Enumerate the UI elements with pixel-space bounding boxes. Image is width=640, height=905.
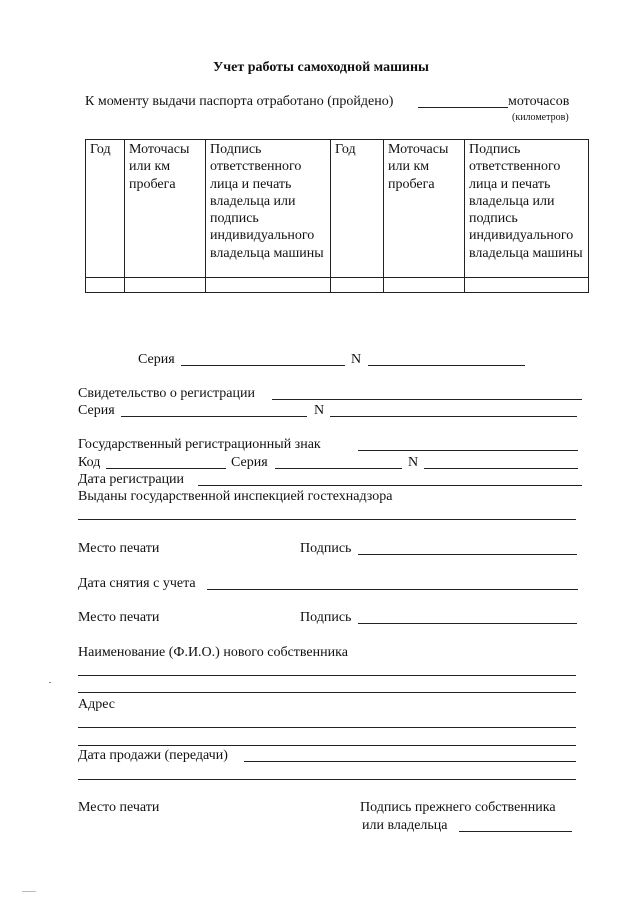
registration-cert-field[interactable] — [272, 399, 582, 400]
cert-seria-field[interactable] — [121, 416, 307, 417]
passport-seria-label: Серия — [138, 352, 175, 367]
scan-speck — [22, 891, 36, 892]
deregistration-date-label: Дата снятия с учета — [78, 576, 196, 591]
prev-owner-signature-field[interactable] — [459, 831, 572, 832]
sign-number-label: N — [408, 455, 419, 470]
intro-unit: моточасов — [508, 94, 570, 109]
header-signature-2: Подпись ответственного лица и печать владельца или подпись индивидуального владельца машины — [465, 140, 589, 278]
page-title: Учет работы самоходной машины — [213, 60, 429, 75]
address-field-2[interactable] — [78, 745, 576, 746]
sign-seria-field[interactable] — [275, 468, 402, 469]
stamp-place-label-1: Место печати — [78, 541, 160, 556]
registration-cert-label: Свидетельство о регистрации — [78, 386, 255, 401]
table-cell[interactable] — [384, 278, 465, 293]
reg-date-label: Дата регистрации — [78, 472, 185, 487]
signature-label-1: Подпись — [300, 541, 352, 556]
new-owner-label: Наименование (Ф.И.О.) нового собственника — [78, 645, 348, 660]
header-year-1: Год — [86, 140, 125, 278]
signature-label-2: Подпись — [300, 610, 352, 625]
table-cell[interactable] — [465, 278, 589, 293]
worked-hours-field[interactable] — [418, 107, 508, 108]
table-cell[interactable] — [331, 278, 384, 293]
state-reg-sign-field[interactable] — [358, 450, 578, 451]
header-year-2: Год — [331, 140, 384, 278]
stamp-place-label-2: Место печати — [78, 610, 160, 625]
deregistration-date-field[interactable] — [207, 589, 578, 590]
scan-speck — [49, 682, 51, 683]
intro-unit-alt: (километров) — [512, 112, 569, 123]
passport-number-label: N — [351, 352, 362, 367]
table-cell[interactable] — [125, 278, 206, 293]
prev-owner-signature-label-2: или владельца — [362, 818, 448, 833]
table-header-row — [86, 140, 589, 278]
header-hours-2: Моточасы или км пробега — [384, 140, 465, 278]
prev-owner-signature-label-1: Подпись прежнего собственника — [360, 800, 556, 815]
issued-by-field[interactable] — [78, 519, 576, 520]
code-field[interactable] — [106, 468, 226, 469]
intro-text: К моменту выдачи паспорта отработано (пройдено) — [85, 94, 394, 109]
passport-seria-field[interactable] — [181, 365, 345, 366]
table-cell[interactable] — [86, 278, 125, 293]
state-reg-sign-label: Государственный регистрационный знак — [78, 437, 321, 452]
stamp-place-label-3: Место печати — [78, 800, 160, 815]
new-owner-field-1[interactable] — [78, 675, 576, 676]
cert-number-label: N — [314, 403, 325, 418]
header-signature-1: Подпись ответственного лица и печать владельца или подпись индивидуального владельца машины — [206, 140, 331, 278]
issued-by-label: Выданы государственной инспекцией гостехнадзора — [78, 489, 393, 504]
address-field-1[interactable] — [78, 727, 576, 728]
table-row — [86, 278, 589, 293]
signature-field-2[interactable] — [358, 623, 577, 624]
sale-date-field-2[interactable] — [78, 779, 576, 780]
cert-seria-label: Серия — [78, 403, 115, 418]
sign-number-field[interactable] — [424, 468, 578, 469]
reg-date-field[interactable] — [198, 485, 582, 486]
sale-date-label: Дата продажи (передачи) — [78, 748, 228, 763]
sign-seria-label: Серия — [231, 455, 268, 470]
header-hours-1: Моточасы или км пробега — [125, 140, 206, 278]
table-cell[interactable] — [206, 278, 331, 293]
code-label: Код — [78, 455, 101, 470]
work-record-table — [85, 139, 589, 293]
passport-number-field[interactable] — [368, 365, 525, 366]
signature-field-1[interactable] — [358, 554, 577, 555]
new-owner-field-2[interactable] — [78, 692, 576, 693]
address-label: Адрес — [78, 697, 116, 712]
cert-number-field[interactable] — [330, 416, 577, 417]
sale-date-field[interactable] — [244, 761, 576, 762]
